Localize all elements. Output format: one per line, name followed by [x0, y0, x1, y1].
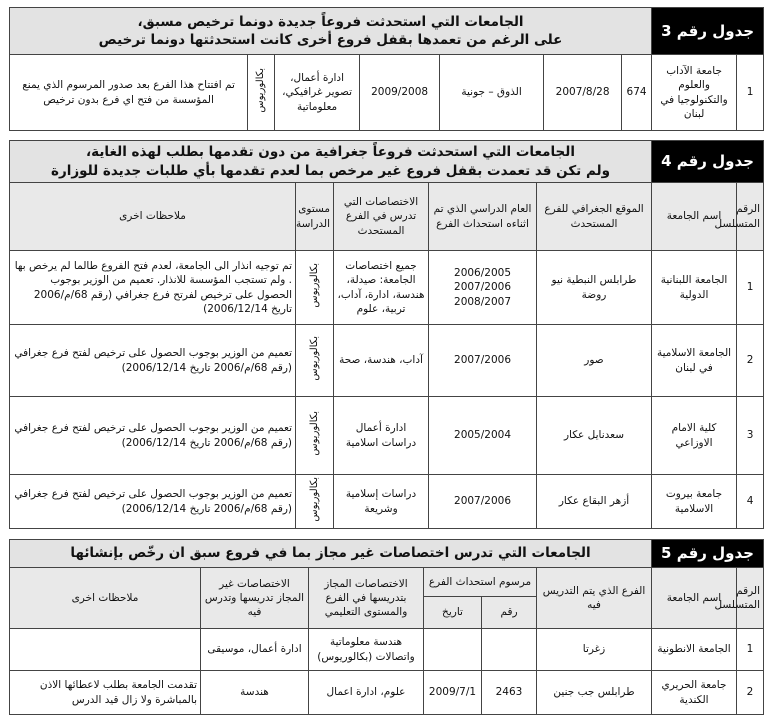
- table-row: [10, 251, 764, 325]
- cell-date: 2007/8/28: [544, 55, 622, 131]
- cell-level: [248, 55, 275, 131]
- cell-location: صور: [537, 325, 652, 397]
- cell-decree-number: 2463: [482, 671, 537, 715]
- table-4-header-row: [10, 183, 764, 251]
- cell-university: الجامعة الاسلامية في لبنان: [652, 325, 737, 397]
- cell-allowed: علوم، ادارة اعمال: [309, 671, 424, 715]
- header-branch: الفرع الذي يتم التدريس فيه: [537, 568, 652, 629]
- table-4-title-line1: الجامعات التي استحدثت فروعاً جغرافية من دون تقدمها بطلب لهذه الغاية،: [86, 144, 575, 161]
- cell-level: [296, 475, 334, 529]
- cell-location: الذوق – جونية: [440, 55, 544, 131]
- cell-notes: [10, 629, 201, 671]
- cell-num: 1: [737, 251, 764, 325]
- header-university: اسم الجامعة: [652, 183, 737, 251]
- cell-specialties: آداب، هندسة، صحة: [334, 325, 429, 397]
- header-location: الموقع الجغرافي للفرع المستحدث: [537, 183, 652, 251]
- level-text: بكالوريوس: [308, 477, 320, 522]
- cell-level: [296, 325, 334, 397]
- table-3-title-line1: الجامعات التي استحدثت فروعاً جديدة دونما ترخيص مسبق،: [137, 13, 524, 30]
- cell-university: الجامعة الانطونية: [652, 629, 737, 671]
- cell-university: كلية الامام الاوزاعي: [652, 397, 737, 475]
- cell-year: 2005/2004: [429, 397, 537, 475]
- cell-notes: تعميم من الوزير بوجوب الحصول على ترخيص لفتح فرع جغرافي (رقم 68/م/2006 تاريخ 2006/12/14): [10, 475, 296, 529]
- cell-num: 3: [737, 397, 764, 475]
- cell-notes: تعميم من الوزير بوجوب الحصول على ترخيص لفتح فرع جغرافي (رقم 68/م/2006 تاريخ 2006/12/14): [10, 325, 296, 397]
- header-decree: مرسوم استحداث الفرع: [424, 568, 537, 597]
- header-year: العام الدراسي الذي تم اثناءه استحداث الفرع: [429, 183, 537, 251]
- table-row: [10, 55, 764, 131]
- cell-notes: تقدمت الجامعة بطلب لاعطائها الاذن بالمباشرة ولا زال قيد الدرس: [10, 671, 201, 715]
- table-3-block: [9, 7, 763, 131]
- cell-university: جامعة الحريري الكندية: [652, 671, 737, 715]
- level-text: بكالوريوس: [255, 68, 267, 113]
- table-3: [9, 7, 764, 131]
- cell-university: جامعة الآداب والعلوم والتكنولوجيا في لبنان: [652, 55, 737, 131]
- table-3-title-line2: على الرغم من تعمدها بقفل فروع أخرى كانت استحدثتها دونما ترخيص: [98, 32, 563, 48]
- cell-year: 2009/2008: [360, 55, 440, 131]
- table-row: [10, 397, 764, 475]
- header-level: مستوى الدراسة: [296, 183, 334, 251]
- cell-notes: تم افتتاح هذا الفرع بعد صدور المرسوم الذي يمنع المؤسسة من فتح اي فرع بدون ترخيص: [10, 55, 248, 131]
- cell-not-allowed: ادارة أعمال، موسيقى: [201, 629, 309, 671]
- header-notes: ملاحظات اخرى: [10, 183, 296, 251]
- header-notes: ملاحظات اخرى: [10, 568, 201, 629]
- cell-level: [296, 251, 334, 325]
- cell-num: 2: [737, 671, 764, 715]
- table-5-header-row: [10, 568, 764, 597]
- cell-university: جامعة بيروت الاسلامية: [652, 475, 737, 529]
- cell-location: سعدنايل عكار: [537, 397, 652, 475]
- header-decree-number: رقم: [482, 597, 537, 629]
- table-4-title: [10, 141, 652, 183]
- level-text: بكالوريوس: [308, 263, 320, 308]
- table-row: [10, 671, 764, 715]
- table-4: [9, 140, 764, 529]
- cell-allowed: هندسة معلوماتية واتصالات (بكالوريوس): [309, 629, 424, 671]
- cell-code: 674: [622, 55, 652, 131]
- table-4-block: [9, 140, 763, 529]
- cell-university: الجامعة اللبنانية الدولية: [652, 251, 737, 325]
- header-specialties: الاختصاصات التي تدرس في الفرع المستحدث: [334, 183, 429, 251]
- cell-branch: طرابلس جب جنين: [537, 671, 652, 715]
- cell-year: 2007/2006: [429, 325, 537, 397]
- table-5-title: الجامعات التي تدرس اختصاصات غير مجاز بما في فروع سبق ان رخّص بإنشائها: [10, 540, 652, 568]
- cell-specialties: ادارة أعمال دراسات اسلامية: [334, 397, 429, 475]
- cell-num: 2: [737, 325, 764, 397]
- cell-branch: زغرتا: [537, 629, 652, 671]
- header-allowed: الاختصاصات المجاز بتدريسها في الفرع والمستوى التعليمي: [309, 568, 424, 629]
- table-5: [9, 539, 764, 715]
- cell-decree-number: [482, 629, 537, 671]
- cell-num: 4: [737, 475, 764, 529]
- header-num: الرقم المتسلسل: [737, 568, 764, 629]
- cell-decree-date: 2009/7/1: [424, 671, 482, 715]
- cell-specialties: جميع اختصاصات الجامعة: صيدلة، هندسة، ادارة، آداب، تربية، علوم: [334, 251, 429, 325]
- cell-num: 1: [737, 55, 764, 131]
- header-decree-date: تاريخ: [424, 597, 482, 629]
- table-row: [10, 325, 764, 397]
- table-row: [10, 475, 764, 529]
- table-4-title-line2: ولم تكن قد تعمدت بقفل فروع غير مرخص بما لعدم تقدمها بأي طلبات جديدة للوزارة: [50, 162, 611, 179]
- table-5-block: [9, 539, 763, 715]
- cell-year: 2006/2005 2007/2006 2008/2007: [429, 251, 537, 325]
- level-text: بكالوريوس: [308, 336, 320, 381]
- cell-specialties: دراسات إسلامية وشريعة: [334, 475, 429, 529]
- cell-not-allowed: هندسة: [201, 671, 309, 715]
- header-university: اسم الجامعة: [652, 568, 737, 629]
- cell-location: أزهر البقاع عكار: [537, 475, 652, 529]
- cell-specialties: ادارة أعمال، تصوير غرافيكي، معلوماتية: [275, 55, 360, 131]
- cell-notes: تم توجيه انذار الى الجامعة، لعدم فتح الفروع طالما لم يرخص بها . ولم تستجب المؤسسة للانذار. تعميم من الوزير بوجوب الحصول على ترخيص لفرتح فرع جغرافي (رقم 68/م/2006 تاريخ 2006/12/14): [10, 251, 296, 325]
- table-row: [10, 629, 764, 671]
- table-3-title: [10, 8, 652, 55]
- header-num: الرقم المتسلسل: [737, 183, 764, 251]
- table-5-tag: جدول رقم 5: [652, 540, 764, 568]
- cell-level: [296, 397, 334, 475]
- level-text: بكالوريوس: [308, 411, 320, 456]
- cell-location: طرابلس النبطية نيو روضة: [537, 251, 652, 325]
- table-4-tag: جدول رقم 4: [652, 141, 764, 183]
- table-3-tag: جدول رقم 3: [652, 8, 764, 55]
- cell-notes: تعميم من الوزير بوجوب الحصول على ترخيص لفتح فرع جغرافي (رقم 68/م/2006 تاريخ 2006/12/14): [10, 397, 296, 475]
- cell-year: 2007/2006: [429, 475, 537, 529]
- header-not-allowed: الاختصاصات غير المجاز تدريسها وتدرس فيه: [201, 568, 309, 629]
- cell-decree-date: [424, 629, 482, 671]
- cell-num: 1: [737, 629, 764, 671]
